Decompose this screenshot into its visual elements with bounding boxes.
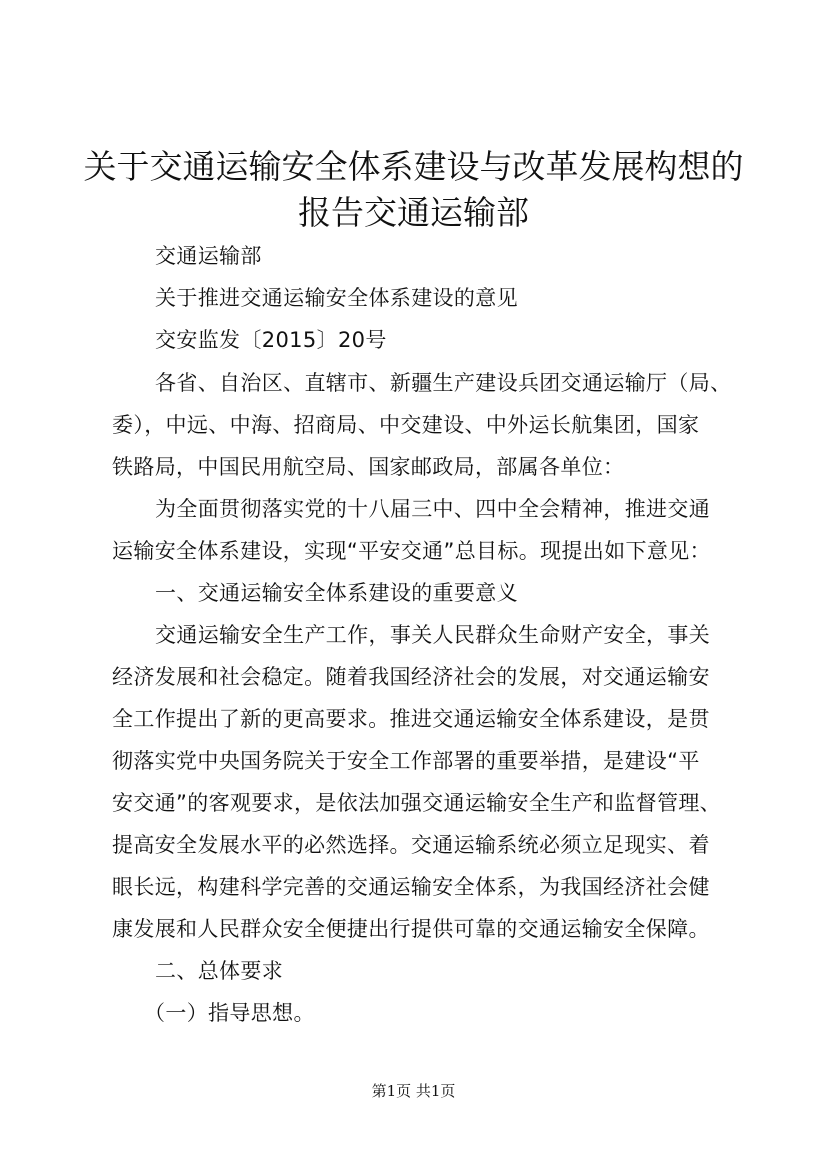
paragraph-line-4: 彻落实党中央国务院关于安全工作部署的重要举措，是建设“平 <box>112 749 700 773</box>
paragraph-line-5: 安交通”的客观要求，是依法加强交通运输安全生产和监督管理、 <box>112 791 722 815</box>
paragraph-line-7: 眼长远，构建科学完善的交通运输安全体系，为我国经济社会健 <box>112 875 710 899</box>
document-title-line-2: 报告交通运输部 <box>298 193 529 232</box>
paragraph-line-3: 全工作提出了新的更高要求。推进交通运输安全体系建设，是贯 <box>112 707 710 731</box>
paragraph-line-2: 经济发展和社会稳定。随着我国经济社会的发展，对交通运输安 <box>112 665 710 689</box>
recipients-line-2: 委），中远、中海、招商局、中交建设、中外运长航集团，国家 <box>112 413 700 437</box>
section-heading-1: 一、交通运输安全体系建设的重要意义 <box>155 581 518 605</box>
paragraph-line-1: 交通运输安全生产工作，事关人民群众生命财产安全，事关 <box>155 623 711 647</box>
page-number-footer: 第1页 共1页 <box>371 1082 456 1100</box>
paragraph-line-8: 康发展和人民群众安全便捷出行提供可靠的交通运输安全保障。 <box>112 917 710 941</box>
section-heading-2: 二、总体要求 <box>155 959 284 983</box>
recipients-line-1: 各省、自治区、直辖市、新疆生产建设兵团交通运输厅（局、 <box>155 371 732 395</box>
document-title-line-1: 关于交通运输安全体系建设与改革发展构想的 <box>83 147 744 186</box>
document-number: 交安监发〔2015〕20号 <box>155 328 387 352</box>
intro-line-2: 运输安全体系建设，实现“平安交通”总目标。现提出如下意见： <box>112 539 711 563</box>
document-subject: 关于推进交通运输安全体系建设的意见 <box>155 286 518 310</box>
subsection-heading-1: （一）指导思想。 <box>144 1001 315 1025</box>
intro-line-1: 为全面贯彻落实党的十八届三中、四中全会精神，推进交通 <box>155 497 711 521</box>
recipients-line-3: 铁路局，中国民用航空局、国家邮政局，部属各单位： <box>112 455 625 479</box>
paragraph-line-6: 提高安全发展水平的必然选择。交通运输系统必须立足现实、着 <box>112 833 710 857</box>
issuer-line: 交通运输部 <box>155 244 262 268</box>
